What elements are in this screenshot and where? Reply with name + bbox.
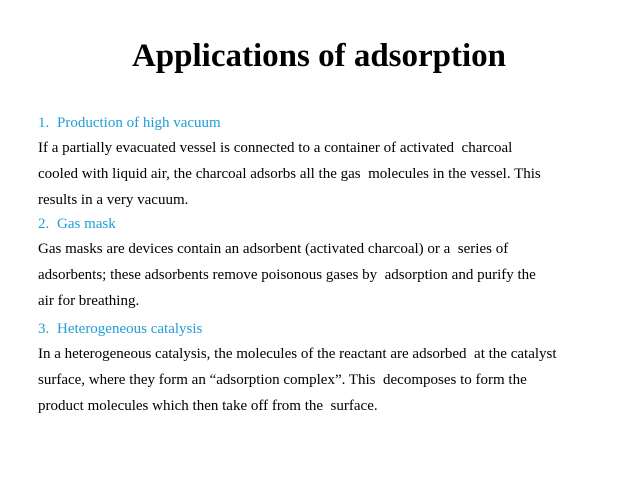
section-number: 3. [38, 321, 50, 337]
body-line: If a partially evacuated vessel is connected to a container of activated charcoal [38, 140, 513, 156]
section-heading [38, 214, 618, 234]
body-line: results in a very vacuum. [38, 192, 189, 208]
section-body [38, 236, 618, 314]
section-production-of-high-vacuum [38, 113, 618, 213]
section-number: 1. [38, 115, 50, 131]
section-gas-mask [38, 214, 618, 314]
section-heterogeneous-catalysis [38, 319, 618, 419]
section-heading-text: Heterogeneous catalysis [57, 321, 203, 337]
section-number: 2. [38, 216, 50, 232]
section-heading [38, 113, 618, 133]
section-body [38, 341, 618, 419]
body-line: air for breathing. [38, 293, 140, 309]
section-body [38, 135, 618, 213]
body-line: adsorbents; these adsorbents remove poisonous gases by adsorption and purify the [38, 267, 536, 283]
body-line: cooled with liquid air, the charcoal adsorbs all the gas molecules in the vessel. This [38, 166, 541, 182]
body-line: In a heterogeneous catalysis, the molecules of the reactant are adsorbed at the catalyst [38, 346, 557, 362]
section-heading-text: Gas mask [57, 216, 116, 232]
section-heading-text: Production of high vacuum [57, 115, 221, 131]
body-line: product molecules which then take off from the surface. [38, 398, 378, 414]
section-heading [38, 319, 618, 339]
slide-title: Applications of adsorption [131, 38, 507, 74]
body-line: surface, where they form an “adsorption complex”. This decomposes to form the [38, 372, 527, 388]
body-line: Gas masks are devices contain an adsorbent (activated charcoal) or a series of [38, 241, 509, 257]
